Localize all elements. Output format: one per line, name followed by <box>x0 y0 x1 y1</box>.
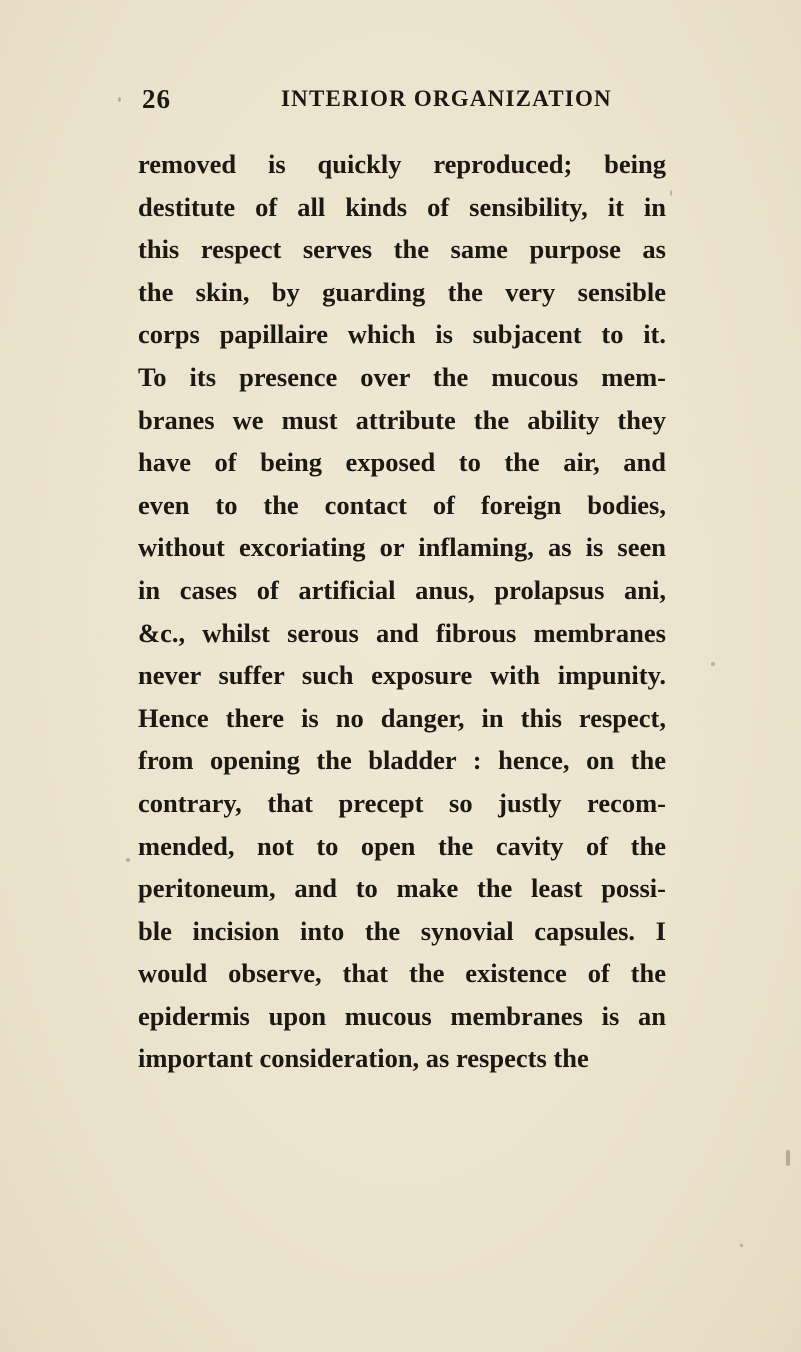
page-number: 26 <box>142 84 171 114</box>
paper-speck <box>670 190 672 196</box>
text-line: destitute of all kinds of sensibility, it in <box>138 191 666 222</box>
text-line: never suffer such exposure with impunity. <box>138 660 666 691</box>
text-line: even to the contact of foreign bodies, <box>138 489 666 520</box>
text-line: To its presence over the mucous mem- <box>138 361 666 392</box>
text-line: from opening the bladder : hence, on the <box>138 745 666 776</box>
paper-speck <box>126 858 130 862</box>
text-line: contrary, that precept so justly recom- <box>138 787 666 818</box>
text-line: would observe, that the existence of the <box>138 958 666 989</box>
text-line: removed is quickly reproduced; being <box>138 149 666 179</box>
running-head: INTERIOR ORGANIZATION <box>281 86 612 111</box>
text-line: epidermis upon mucous membranes is an <box>138 1000 666 1031</box>
text-line: ble incision into the synovial capsules. I <box>138 915 666 946</box>
text-line: in cases of artificial anus, prolapsus ani, <box>138 574 666 605</box>
text-line: Hence there is no danger, in this respect, <box>138 702 666 733</box>
page-header <box>0 84 801 120</box>
text-line: without excoriating or inflaming, as is seen <box>138 532 666 563</box>
paper-speck <box>786 1150 790 1166</box>
text-line: this respect serves the same purpose as <box>138 234 666 265</box>
text-line: corps papillaire which is subjacent to it. <box>138 319 666 350</box>
text-line: mended, not to open the cavity of the <box>138 830 666 861</box>
paper-speck <box>740 1244 743 1247</box>
text-line: the skin, by guarding the very sensible <box>138 276 666 307</box>
text-line: have of being exposed to the air, and <box>138 447 666 478</box>
text-line: &c., whilst serous and fibrous membranes <box>138 617 666 648</box>
body-text <box>138 143 666 1080</box>
paper-speck <box>711 662 715 666</box>
text-line: peritoneum, and to make the least possi- <box>138 873 666 904</box>
text-line: branes we must attribute the ability they <box>138 404 666 435</box>
text-line: important consideration, as respects the <box>138 1043 589 1074</box>
paper-speck <box>118 97 121 102</box>
